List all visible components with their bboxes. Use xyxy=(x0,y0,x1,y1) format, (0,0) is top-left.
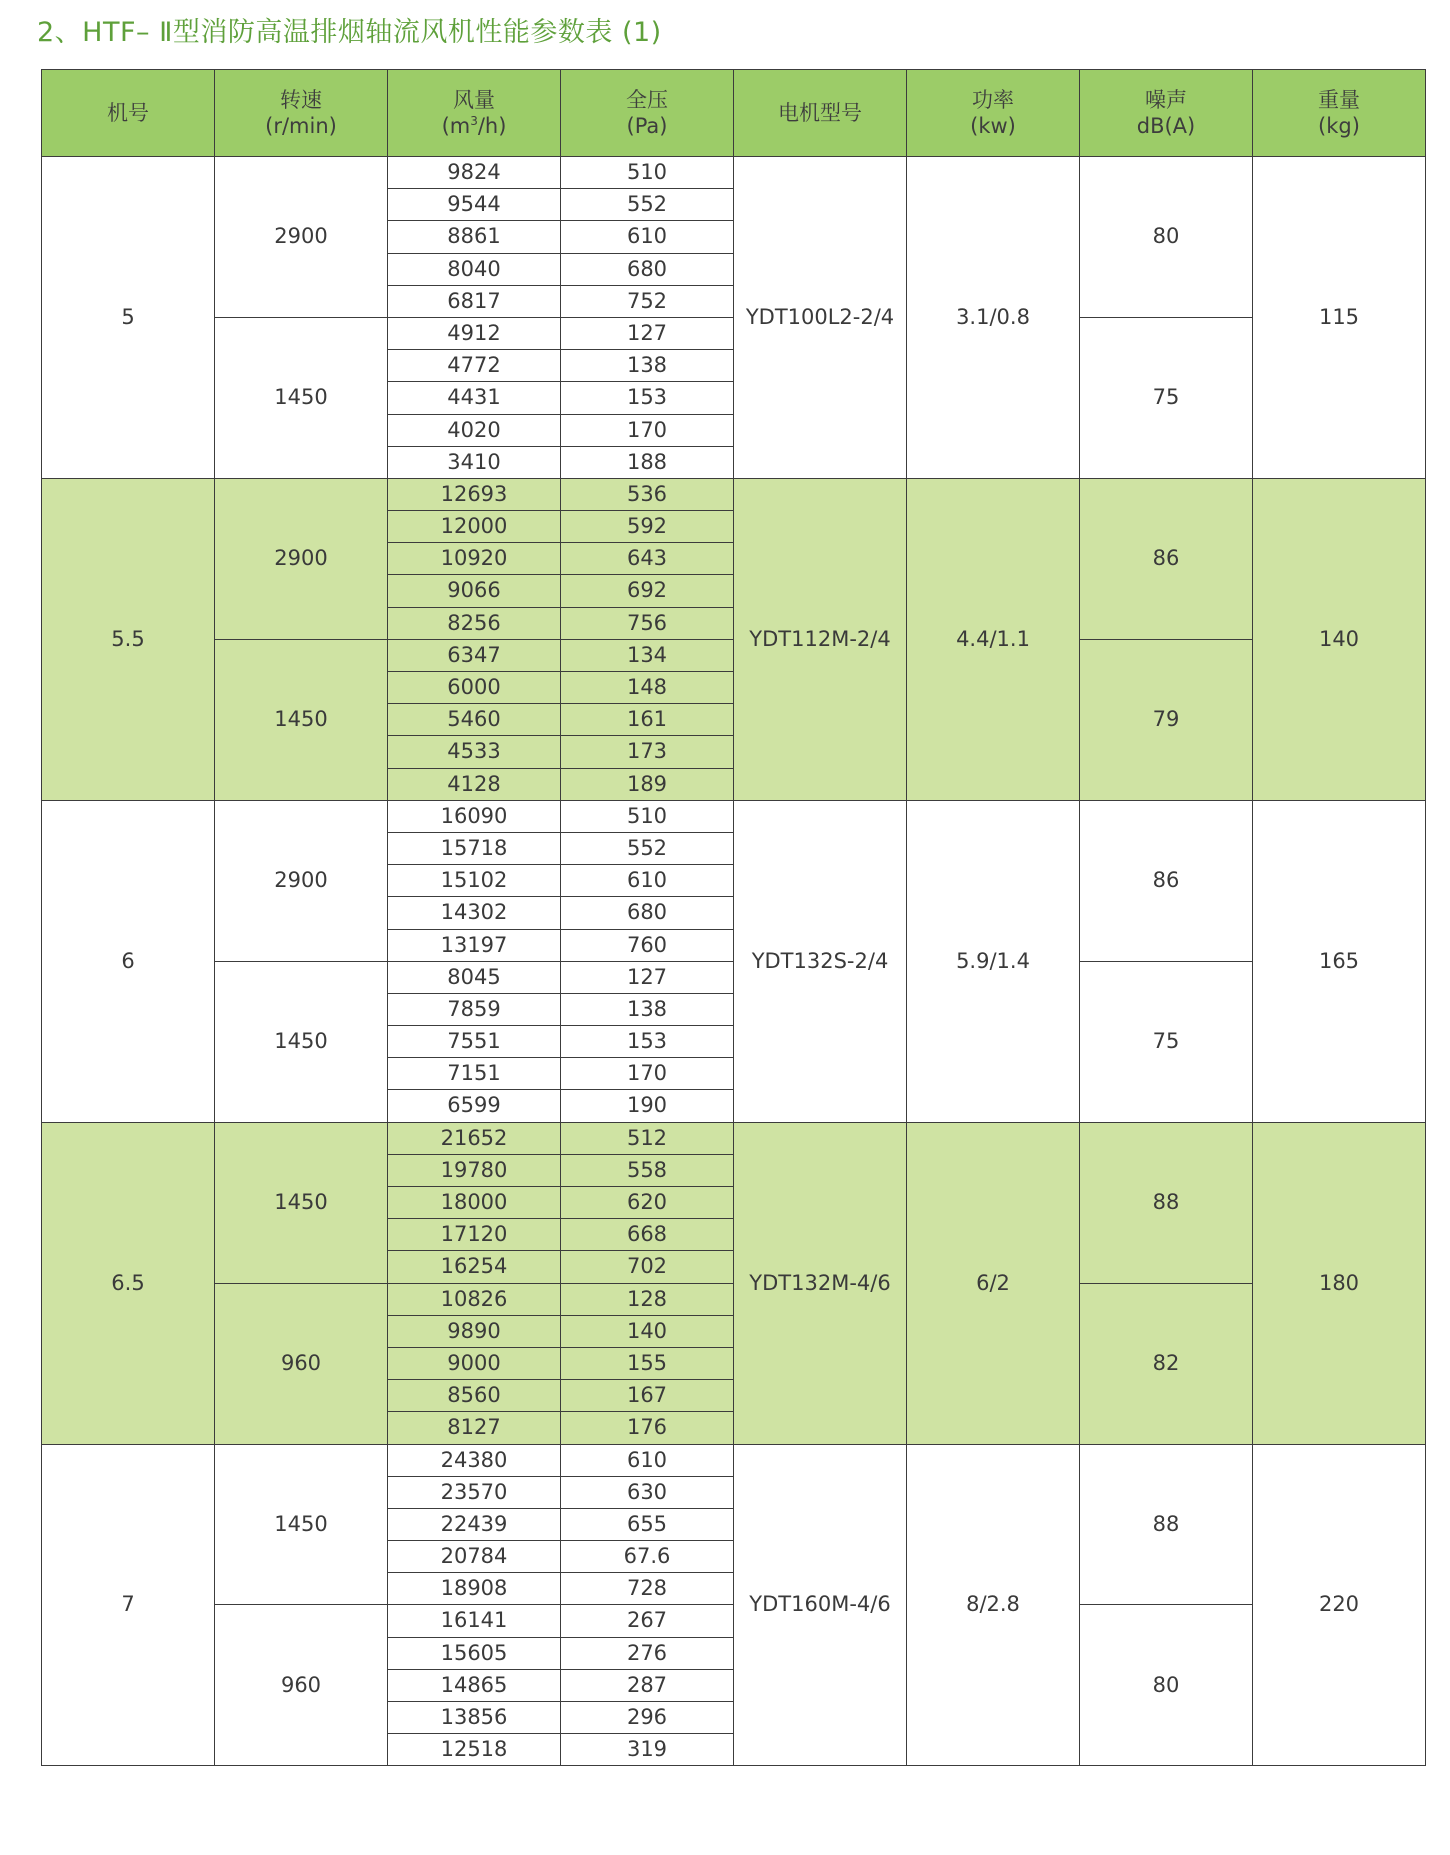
speed-cell: 2900 xyxy=(215,478,388,639)
airflow-cell: 16254 xyxy=(388,1251,561,1283)
airflow-cell: 9544 xyxy=(388,189,561,221)
weight-cell: 140 xyxy=(1253,478,1426,800)
airflow-cell: 9066 xyxy=(388,575,561,607)
airflow-cell: 9824 xyxy=(388,157,561,189)
pressure-cell: 512 xyxy=(561,1122,734,1154)
machine-no-cell: 5 xyxy=(42,157,215,479)
pressure-cell: 167 xyxy=(561,1380,734,1412)
noise-cell: 75 xyxy=(1080,317,1253,478)
airflow-cell: 4128 xyxy=(388,768,561,800)
airflow-cell: 7551 xyxy=(388,1026,561,1058)
airflow-cell: 4533 xyxy=(388,736,561,768)
pressure-cell: 552 xyxy=(561,189,734,221)
pressure-cell: 287 xyxy=(561,1669,734,1701)
pressure-cell: 170 xyxy=(561,1058,734,1090)
airflow-cell: 17120 xyxy=(388,1219,561,1251)
pressure-cell: 161 xyxy=(561,704,734,736)
pressure-cell: 155 xyxy=(561,1347,734,1379)
machine-no-cell: 6 xyxy=(42,800,215,1122)
airflow-cell: 22439 xyxy=(388,1508,561,1540)
pressure-cell: 188 xyxy=(561,446,734,478)
power-cell: 5.9/1.4 xyxy=(907,800,1080,1122)
airflow-cell: 8127 xyxy=(388,1412,561,1444)
pressure-cell: 756 xyxy=(561,607,734,639)
pressure-cell: 138 xyxy=(561,350,734,382)
airflow-cell: 5460 xyxy=(388,704,561,736)
motor-model-cell: YDT160M-4/6 xyxy=(734,1444,907,1766)
weight-cell: 165 xyxy=(1253,800,1426,1122)
pressure-cell: 276 xyxy=(561,1637,734,1669)
table-row xyxy=(42,800,1426,832)
noise-cell: 88 xyxy=(1080,1444,1253,1605)
pressure-cell: 610 xyxy=(561,1444,734,1476)
pressure-cell: 189 xyxy=(561,768,734,800)
airflow-cell: 8045 xyxy=(388,961,561,993)
col-header-power: 功率 (kw) xyxy=(907,70,1080,157)
pressure-cell: 134 xyxy=(561,639,734,671)
airflow-cell: 6817 xyxy=(388,285,561,317)
airflow-cell: 19780 xyxy=(388,1154,561,1186)
pressure-cell: 610 xyxy=(561,221,734,253)
airflow-cell: 4772 xyxy=(388,350,561,382)
power-cell: 6/2 xyxy=(907,1122,1080,1444)
airflow-cell: 8560 xyxy=(388,1380,561,1412)
pressure-cell: 536 xyxy=(561,478,734,510)
table-row xyxy=(42,157,1426,189)
airflow-cell: 15605 xyxy=(388,1637,561,1669)
pressure-cell: 127 xyxy=(561,961,734,993)
airflow-cell: 15102 xyxy=(388,865,561,897)
airflow-cell: 7859 xyxy=(388,993,561,1025)
speed-cell: 1450 xyxy=(215,317,388,478)
noise-cell: 75 xyxy=(1080,961,1253,1122)
airflow-cell: 3410 xyxy=(388,446,561,478)
airflow-cell: 9000 xyxy=(388,1347,561,1379)
pressure-cell: 190 xyxy=(561,1090,734,1122)
airflow-cell: 13856 xyxy=(388,1702,561,1734)
noise-cell: 86 xyxy=(1080,478,1253,639)
weight-cell: 180 xyxy=(1253,1122,1426,1444)
speed-cell: 1450 xyxy=(215,639,388,800)
col-header-machine-no: 机号 xyxy=(42,70,215,157)
airflow-cell: 6347 xyxy=(388,639,561,671)
pressure-cell: 128 xyxy=(561,1283,734,1315)
pressure-cell: 680 xyxy=(561,897,734,929)
airflow-cell: 18908 xyxy=(388,1573,561,1605)
airflow-cell: 14302 xyxy=(388,897,561,929)
col-header-airflow: 风量 $(m^3/h)$ xyxy=(388,70,561,157)
pressure-cell: 510 xyxy=(561,157,734,189)
machine-no-cell: 5.5 xyxy=(42,478,215,800)
pressure-cell: 176 xyxy=(561,1412,734,1444)
pressure-cell: 655 xyxy=(561,1508,734,1540)
pressure-cell: 153 xyxy=(561,1026,734,1058)
pressure-cell: 67.6 xyxy=(561,1541,734,1573)
page-title: 2、HTF– Ⅱ型消防高温排烟轴流风机性能参数表 (1) xyxy=(37,17,662,48)
table-row xyxy=(42,1444,1426,1476)
power-cell: 4.4/1.1 xyxy=(907,478,1080,800)
speed-cell: 960 xyxy=(215,1283,388,1444)
noise-cell: 80 xyxy=(1080,157,1253,318)
airflow-cell: 13197 xyxy=(388,929,561,961)
pressure-cell: 752 xyxy=(561,285,734,317)
airflow-cell: 12518 xyxy=(388,1734,561,1766)
pressure-cell: 620 xyxy=(561,1187,734,1219)
pressure-cell: 592 xyxy=(561,511,734,543)
noise-cell: 82 xyxy=(1080,1283,1253,1444)
airflow-cell: 18000 xyxy=(388,1187,561,1219)
airflow-cell: 21652 xyxy=(388,1122,561,1154)
header-row xyxy=(42,70,1426,157)
speed-cell: 2900 xyxy=(215,157,388,318)
airflow-cell: 15718 xyxy=(388,832,561,864)
pressure-cell: 680 xyxy=(561,253,734,285)
table-row xyxy=(42,478,1426,510)
table-header xyxy=(42,70,1426,157)
noise-cell: 79 xyxy=(1080,639,1253,800)
airflow-cell: 23570 xyxy=(388,1476,561,1508)
motor-model-cell: YDT112M-2/4 xyxy=(734,478,907,800)
col-header-weight: 重量 (kg) xyxy=(1253,70,1426,157)
col-header-noise: 噪声 dB(A) xyxy=(1080,70,1253,157)
pressure-cell: 127 xyxy=(561,317,734,349)
airflow-cell: 16141 xyxy=(388,1605,561,1637)
airflow-cell: 8861 xyxy=(388,221,561,253)
machine-no-cell: 7 xyxy=(42,1444,215,1766)
airflow-cell: 9890 xyxy=(388,1315,561,1347)
airflow-cell: 6000 xyxy=(388,672,561,704)
speed-cell: 1450 xyxy=(215,1122,388,1283)
pressure-cell: 728 xyxy=(561,1573,734,1605)
machine-no-cell: 6.5 xyxy=(42,1122,215,1444)
power-cell: 3.1/0.8 xyxy=(907,157,1080,479)
col-header-speed: 转速 (r/min) xyxy=(215,70,388,157)
motor-model-cell: YDT132M-4/6 xyxy=(734,1122,907,1444)
airflow-cell: 10826 xyxy=(388,1283,561,1315)
pressure-cell: 267 xyxy=(561,1605,734,1637)
pressure-cell: 148 xyxy=(561,672,734,704)
speed-cell: 1450 xyxy=(215,961,388,1122)
airflow-cell: 12693 xyxy=(388,478,561,510)
pressure-cell: 319 xyxy=(561,1734,734,1766)
weight-cell: 115 xyxy=(1253,157,1426,479)
speed-cell: 2900 xyxy=(215,800,388,961)
noise-cell: 88 xyxy=(1080,1122,1253,1283)
airflow-cell: 4912 xyxy=(388,317,561,349)
motor-model-cell: YDT132S-2/4 xyxy=(734,800,907,1122)
pressure-cell: 510 xyxy=(561,800,734,832)
noise-cell: 86 xyxy=(1080,800,1253,961)
airflow-cell: 12000 xyxy=(388,511,561,543)
airflow-cell: 7151 xyxy=(388,1058,561,1090)
table-row xyxy=(42,1122,1426,1154)
weight-cell: 220 xyxy=(1253,1444,1426,1766)
pressure-cell: 702 xyxy=(561,1251,734,1283)
pressure-cell: 760 xyxy=(561,929,734,961)
pressure-cell: 610 xyxy=(561,865,734,897)
table-body xyxy=(42,157,1426,1766)
airflow-cell: 8256 xyxy=(388,607,561,639)
pressure-cell: 170 xyxy=(561,414,734,446)
pressure-cell: 173 xyxy=(561,736,734,768)
airflow-cell: 14865 xyxy=(388,1669,561,1701)
airflow-cell: 8040 xyxy=(388,253,561,285)
airflow-cell: 6599 xyxy=(388,1090,561,1122)
airflow-cell: 4431 xyxy=(388,382,561,414)
airflow-cell: 10920 xyxy=(388,543,561,575)
pressure-cell: 558 xyxy=(561,1154,734,1186)
pressure-cell: 140 xyxy=(561,1315,734,1347)
airflow-cell: 24380 xyxy=(388,1444,561,1476)
pressure-cell: 692 xyxy=(561,575,734,607)
airflow-cell: 16090 xyxy=(388,800,561,832)
pressure-cell: 153 xyxy=(561,382,734,414)
airflow-cell: 20784 xyxy=(388,1541,561,1573)
pressure-cell: 296 xyxy=(561,1702,734,1734)
speed-cell: 960 xyxy=(215,1605,388,1766)
col-header-pressure: 全压 (Pa) xyxy=(561,70,734,157)
noise-cell: 80 xyxy=(1080,1605,1253,1766)
pressure-cell: 552 xyxy=(561,832,734,864)
pressure-cell: 643 xyxy=(561,543,734,575)
motor-model-cell: YDT100L2-2/4 xyxy=(734,157,907,479)
power-cell: 8/2.8 xyxy=(907,1444,1080,1766)
col-header-motor-model: 电机型号 xyxy=(734,70,907,157)
pressure-cell: 630 xyxy=(561,1476,734,1508)
airflow-cell: 4020 xyxy=(388,414,561,446)
pressure-cell: 668 xyxy=(561,1219,734,1251)
pressure-cell: 138 xyxy=(561,993,734,1025)
speed-cell: 1450 xyxy=(215,1444,388,1605)
performance-table xyxy=(41,69,1426,1766)
